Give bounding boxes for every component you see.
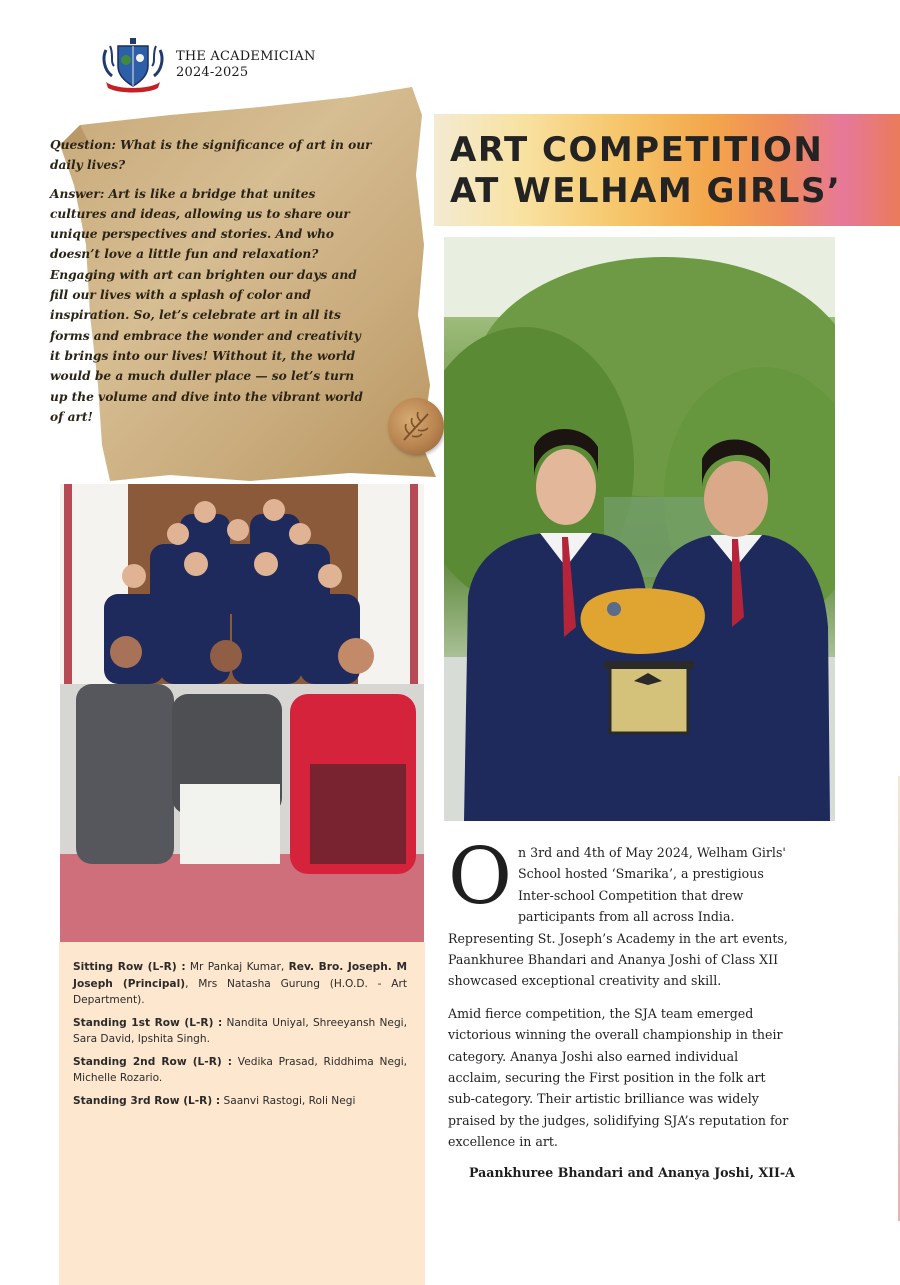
drop-cap: O: [448, 832, 512, 922]
photo-caption: [73, 959, 407, 1115]
publication-title: THE ACADEMICIAN: [176, 49, 316, 64]
caption-names: Nandita Uniyal, Shreeyansh Negi, Sara David, Ipshita Singh.: [73, 1016, 407, 1045]
caption-names: , Mrs Natasha Gurung (H.O.D. - Art Department).: [73, 977, 407, 1006]
caption-names: Saanvi Rastogi, Roli Negi: [220, 1094, 356, 1107]
caption-row-standing-3: [73, 1093, 407, 1110]
caption-label: Standing 1st Row (L-R) :: [73, 1016, 223, 1029]
article-title-line-1: ART COMPETITION: [450, 130, 824, 170]
qa-answer: Answer: Art is like a bridge that unites cultures and ideas, allowing us to share our unique perspectives and stories. And who doesn’t love a little fun and relaxation? Engaging with art can brighten our days and fill our lives with a splash of color and inspiration. So, let’s celebrate art in all its forms and embrace the wonder and creativity it brings into our lives! Without it, the world would be a much duller place — so let’s turn up the volume and dive into the vibrant world of art!: [50, 186, 363, 424]
caption-row-standing-2: [73, 1054, 407, 1087]
wax-seal-icon: [388, 398, 444, 454]
qa-section: [50, 135, 372, 435]
title-banner: [434, 114, 900, 226]
caption-label: Standing 2nd Row (L-R) :: [73, 1055, 233, 1068]
caption-label: Standing 3rd Row (L-R) :: [73, 1094, 221, 1107]
caption-row-sitting: [73, 959, 407, 1009]
article-title: [450, 130, 841, 212]
caption-names: Vedika Prasad, Riddhima Negi, Michelle Rozario.: [73, 1055, 408, 1084]
article-paragraph-1-text: n 3rd and 4th of May 2024, Welham Girls' School hosted ‘Smarika’, a prestigious Inter-school Competition that drew participants from all across India. Representing St. Joseph’s Academy in the art events, Paankhuree Bhandari and Ananya Joshi of Class XII showcased exceptional creativity and skill.: [448, 845, 788, 989]
qa-question: Question: What is the significance of art in our daily lives?: [50, 138, 372, 173]
winners-photo: [444, 237, 835, 821]
article-title-line-2: AT WELHAM GIRLS’: [450, 171, 842, 211]
caption-names: Mr Pankaj Kumar,: [185, 961, 289, 973]
photo-caption-box: [59, 942, 425, 1285]
article-byline: Paankhuree Bhandari and Ananya Joshi, XII-A: [469, 1165, 795, 1180]
caption-row-standing-1: [73, 1015, 407, 1048]
article-paragraph-2: Amid fierce competition, the SJA team emerged victorious winning the overall championship in their category. Ananya Joshi also earned individual acclaim, securing the First position in the folk art sub-category. Their artistic brilliance was widely praised by the judges, solidifying SJA’s reputation for excellence in art.: [448, 1005, 789, 1150]
caption-label: Sitting Row (L-R) :: [73, 961, 186, 973]
caption-names-bold: Rev. Bro. Joseph. M Joseph (Principal): [73, 961, 407, 990]
article-paragraph-1: [448, 832, 794, 992]
publication-year: 2024-2025: [176, 65, 249, 80]
article-body: [448, 832, 794, 1164]
group-photo: [60, 484, 424, 942]
